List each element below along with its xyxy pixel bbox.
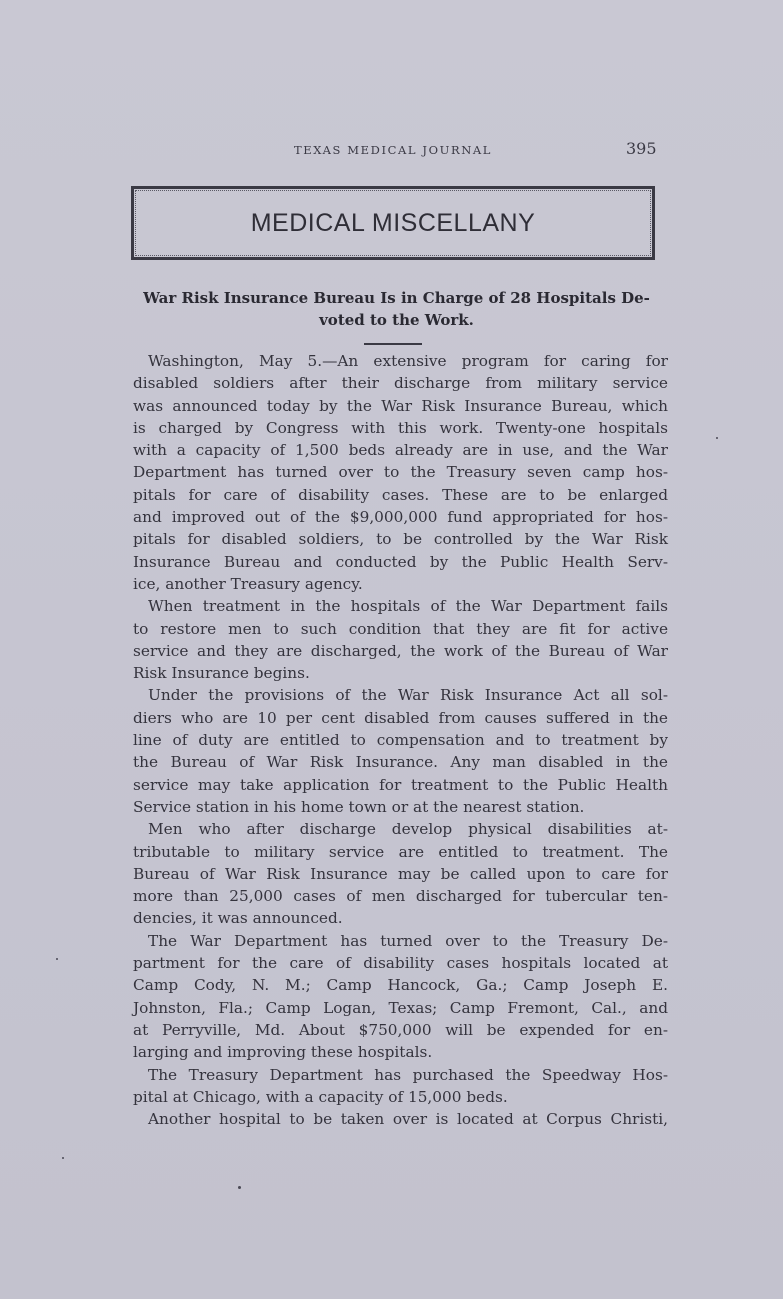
body-line: Service station in his home town or at the nearest station. [133, 797, 585, 816]
body-line: ice, another Treasury agency. [133, 574, 363, 593]
body-line: the Bureau of War Risk Insurance. Any man disabled in the [133, 753, 668, 772]
body-line: Insurance Bureau and conducted by the Public Health Serv- [133, 552, 668, 571]
paper-speck [56, 958, 58, 960]
article-title-line-2: voted to the Work. [319, 311, 474, 329]
body-line: When treatment in the hospitals of the War Department fails [148, 597, 668, 616]
paper-speck [238, 1186, 241, 1189]
body-line: Department has turned over to the Treasury seven camp hos- [133, 463, 668, 482]
body-line: pital at Chicago, with a capacity of 15,000 beds. [133, 1087, 508, 1106]
body-line: and improved out of the $9,000,000 fund appropriated for hos- [133, 508, 668, 527]
body-line: is charged by Congress with this work. Twenty-one hospitals [133, 418, 668, 437]
title-rule [364, 343, 422, 345]
body-line: pitals for care of disability cases. These are to be enlarged [133, 485, 668, 504]
body-line: was announced today by the War Risk Insurance Bureau, which [133, 396, 668, 415]
article-title [128, 287, 665, 331]
body-line: tributable to military service are entitled to treatment. The [133, 842, 668, 861]
body-line: service may take application for treatment to the Public Health [133, 775, 668, 794]
body-line: Another hospital to be taken over is located at Corpus Christi, [148, 1110, 668, 1129]
body-line: disabled soldiers after their discharge from military service [133, 374, 668, 393]
body-line: dencies, it was announced. [133, 909, 343, 928]
page-number: 395 [626, 139, 657, 158]
running-head [0, 139, 783, 161]
body-line: with a capacity of 1,500 beds already are in use, and the War [133, 441, 668, 460]
body-line: line of duty are entitled to compensation and to treatment by [133, 731, 668, 750]
body-line: The War Department has turned over to the Treasury De- [148, 931, 668, 950]
journal-title: TEXAS MEDICAL JOURNAL [294, 143, 493, 157]
body-line: pitals for disabled soldiers, to be controlled by the War Risk [133, 530, 668, 549]
paper-speck [716, 437, 718, 439]
body-line: Risk Insurance begins. [133, 664, 310, 683]
section-title: MEDICAL MISCELLANY [250, 209, 536, 237]
body-line: Johnston, Fla.; Camp Logan, Texas; Camp Fremont, Cal., and [133, 998, 668, 1017]
body-line: Under the provisions of the War Risk Insurance Act all sol- [148, 686, 668, 705]
body-line: diers who are 10 per cent disabled from causes suffered in the [133, 708, 668, 727]
paper-speck [62, 1157, 64, 1159]
body-line: Men who after discharge develop physical disabilities at- [148, 820, 668, 839]
body-line: Camp Cody, N. M.; Camp Hancock, Ga.; Camp Joseph E. [133, 976, 668, 995]
body-line: at Perryville, Md. About $750,000 will be expended for en- [133, 1020, 668, 1039]
article-title-line-1: War Risk Insurance Bureau Is in Charge of 28 Hospitals De- [143, 289, 650, 307]
body-line: Washington, May 5.—An extensive program for caring for [148, 352, 668, 370]
section-heading-box [131, 186, 655, 260]
body-line: partment for the care of disability cases hospitals located at [133, 954, 668, 973]
body-line: more than 25,000 cases of men discharged for tubercular ten- [133, 887, 668, 906]
body-line: to restore men to such condition that they are fit for active [133, 619, 668, 638]
body-line: The Treasury Department has purchased the Speedway Hos- [148, 1065, 668, 1084]
body-line: service and they are discharged, the work of the Bureau of War [133, 641, 668, 660]
body-line: Bureau of War Risk Insurance may be called upon to care for [133, 864, 668, 883]
body-line: larging and improving these hospitals. [133, 1043, 433, 1062]
article-body [133, 350, 668, 1130]
